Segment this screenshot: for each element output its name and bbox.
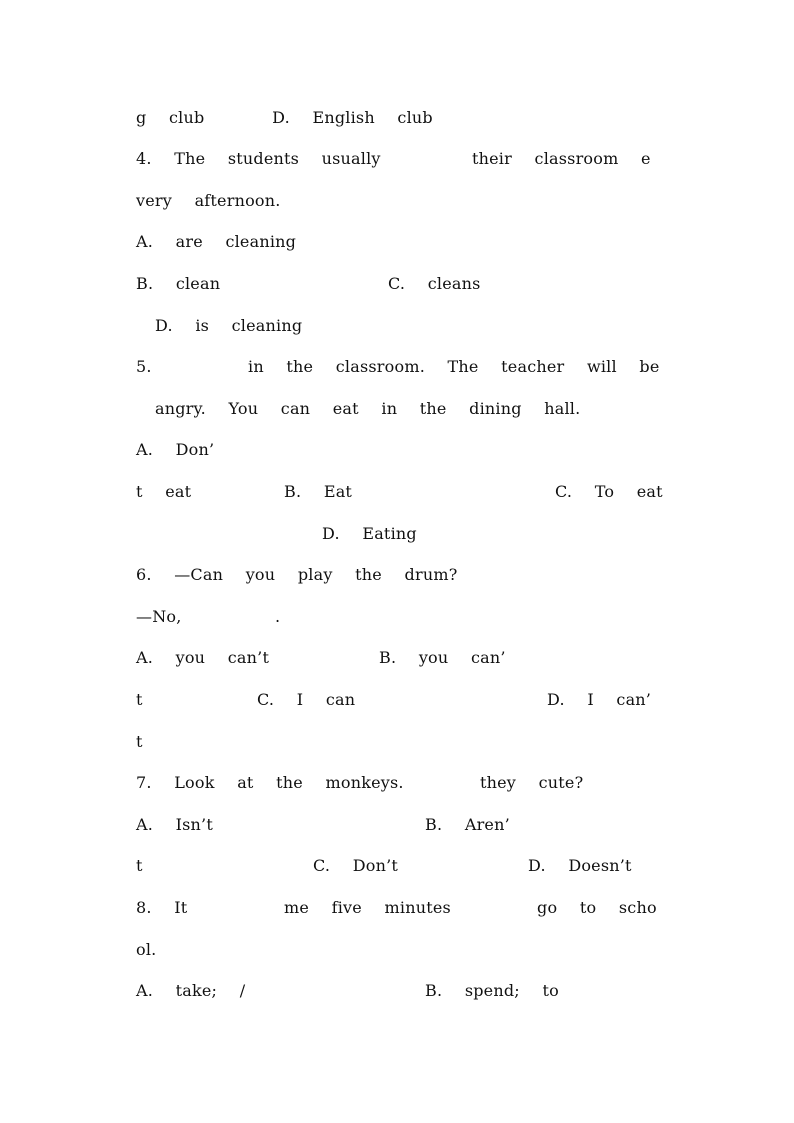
q6-answer-period: .	[275, 607, 281, 626]
q8-stem-start: 8. It	[136, 898, 188, 917]
q5-stem-wrap: angry. You can eat in the dining hall.	[155, 399, 581, 418]
q6-option-d: D. I can’	[547, 690, 652, 709]
q4-option-b: B. clean	[136, 274, 221, 293]
q4-stem-end: their classroom e	[472, 149, 651, 168]
q5-option-d: D. Eating	[322, 524, 417, 543]
q5-option-c: C. To eat	[555, 482, 663, 501]
q5-stem: in the classroom. The teacher will be	[248, 357, 660, 376]
q5-option-a-wrap: t eat	[136, 482, 192, 501]
q7-option-b: B. Aren’	[425, 815, 510, 834]
q7-stem-start: 7. Look at the monkeys.	[136, 773, 404, 792]
q3-options-tail: g club D. English club	[136, 108, 433, 127]
q6-option-b-wrap: t	[136, 690, 143, 709]
q5-number: 5.	[136, 357, 152, 376]
q8-stem-wrap: ol.	[136, 940, 157, 959]
q4-option-a: A. are cleaning	[136, 232, 297, 251]
q6-option-b: B. you can’	[379, 648, 506, 667]
q8-option-a: A. take; /	[136, 981, 246, 1000]
q8-stem-middle: me five minutes	[284, 898, 451, 917]
q6-option-c: C. I can	[257, 690, 356, 709]
q7-stem-end: they cute?	[480, 773, 584, 792]
q8-option-b: B. spend; to	[425, 981, 559, 1000]
q5-option-a: A. Don’	[136, 440, 215, 459]
q7-option-b-wrap: t	[136, 856, 143, 875]
q6-option-d-wrap: t	[136, 732, 143, 751]
q4-stem-wrap: very afternoon.	[136, 191, 281, 210]
q7-option-a: A. Isn’t	[136, 815, 213, 834]
q4-option-d: D. is cleaning	[155, 316, 303, 335]
q6-option-a: A. you can’t	[136, 648, 270, 667]
q7-option-d: D. Doesn’t	[528, 856, 632, 875]
q4-option-c: C. cleans	[388, 274, 481, 293]
q4-stem-start: 4. The students usually	[136, 149, 381, 168]
q8-stem-end: go to scho	[537, 898, 657, 917]
q6-stem: 6. —Can you play the drum?	[136, 565, 458, 584]
q6-answer: —No,	[136, 607, 182, 626]
q5-option-b: B. Eat	[284, 482, 353, 501]
q7-option-c: C. Don’t	[313, 856, 399, 875]
